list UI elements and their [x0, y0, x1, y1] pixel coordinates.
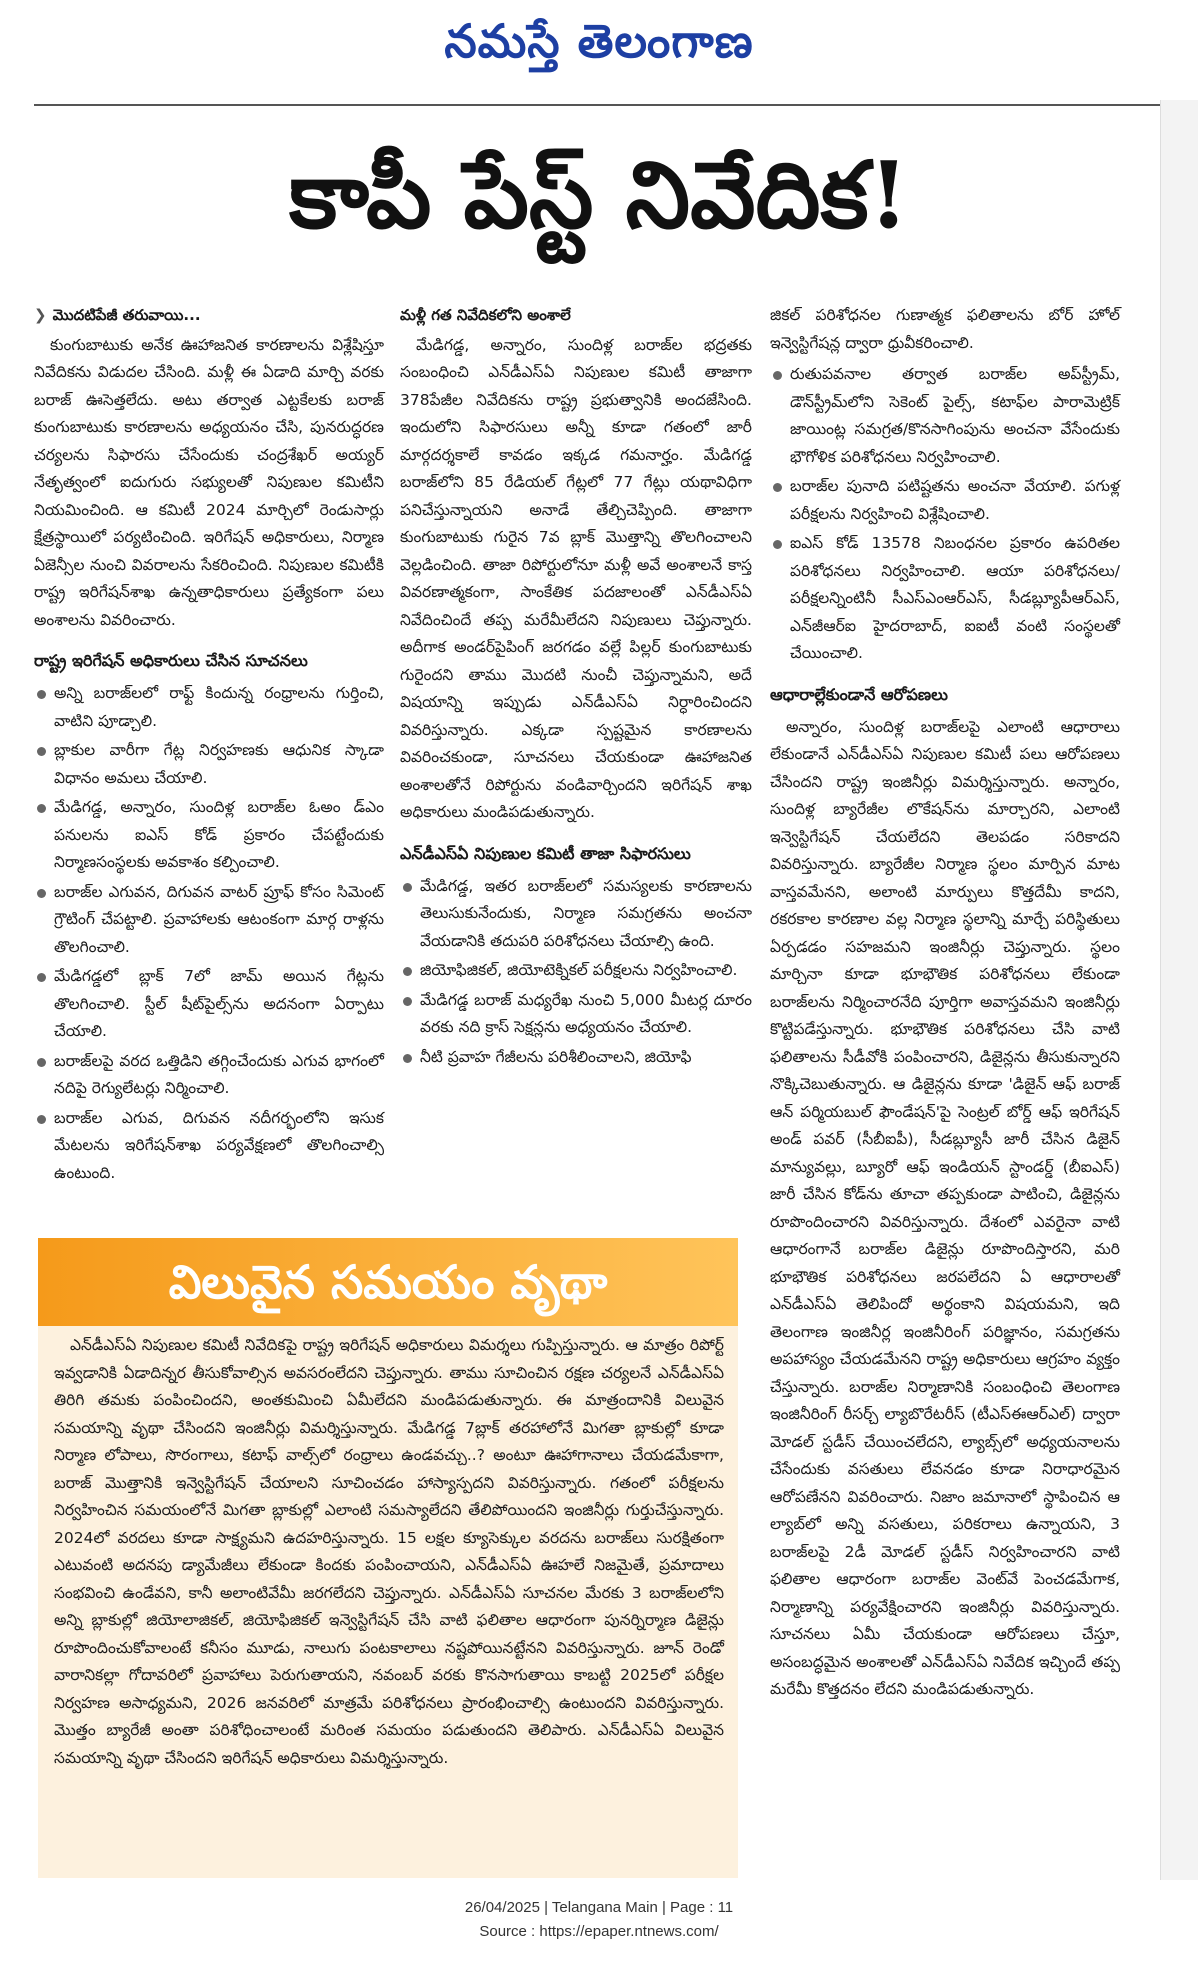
bullet-list: [34, 680, 384, 1187]
list-item: బరాజ్‌ల ఎగువ, దిగువన నదీగర్భంలోని ఇసుక మేటలను ఇరిగేషన్‌శాఖ పర్యవేక్షణలో తొలగించాల్సి ఉంటుంది.: [34, 1105, 384, 1188]
masthead: [0, 0, 1198, 100]
list-item: నీటి ప్రవాహ గేజీలను పరిశీలించాలని, జియోఫి: [400, 1044, 752, 1072]
sidebar-box: [38, 1238, 738, 1878]
list-item: ఐఎస్ కోడ్ 13578 నిబంధనల ప్రకారం ఉపరితల పరిశోధనలు నిర్వహించాలి. ఆయా పరిశోధనలు/పరీక్షలన్నింటినీ సీఎస్ఎంఆర్ఎస్, సీడబ్ల్యూపీఆర్ఎస్, ఎన్‌జీఆర్ఐ హైదరాబాద్, ఐఐటీ వంటి సంస్థలతో చేయించాలి.: [770, 530, 1120, 668]
adjacent-page-strip: [1160, 100, 1198, 1880]
page-footer: [0, 1896, 1198, 1944]
column-3: [770, 302, 1120, 1708]
article-paragraph: కుంగుబాటుకు అనేక ఊహాజనిత కారణాలను విశ్లేషిస్తూ నివేదికను విడుదల చేసింది. మళ్లీ ఈ ఏడాది మార్చి వరకు బరాజ్ ఊసెత్తలేదు. అటు తర్వాత ఎట్టకేలకు బరాజ్ కుంగుబాటుకు కారణాలను అధ్యయనం చేసి, పునరుద్ధరణ చర్యలను సిఫారసు చేసేందుకు చంద్రశేఖర్ అయ్యర్ నేతృత్వంలో ఐదుగురు సభ్యులతో నిపుణుల కమిటీని నియమించింది. ఆ కమిటీ 2024 మార్చిలో రెండుసార్లు క్షేత్రస్థాయిలో పర్యటించింది. ఇరిగేషన్ అధికారులు, నిర్మాణ ఏజెన్సీల నుంచి వివరాలను సేకరించింది. నిపుణుల కమిటీకి రాష్ట్ర ఇరిగేషన్‌శాఖ ఉన్నతాధికారులు ప్రత్యేకంగా పలు అంశాలను వివరించారు.: [34, 335, 384, 629]
bullet-list: [400, 873, 752, 1072]
list-item: అన్ని బరాజ్‌లలో రాఫ్ట్ కిందున్న రంధ్రాలను గుర్తించి, వాటిని పూడ్చాలి.: [34, 680, 384, 735]
list-continuation: జికల్ పరిశోధనల గుణాత్మక ఫలితాలను బోర్ హోల్ ఇన్వెస్టిగేషన్ల ద్వారా ధ్రువీకరించాలి.: [770, 306, 1120, 352]
list-item: రుతుపవనాల తర్వాత బరాజ్‌ల అప్‌స్ట్రీమ్, డౌన్‌స్ట్రీమ్‌లోని సెకెంట్ పైల్స్, కటాఫ్‌ల పారామెట్రిక్ జాయింట్ల సమగ్రత/కొనసాగింపును అంచనా వేసేందుకు భౌగోళిక పరిశోధనలు నిర్వహించాలి.: [770, 361, 1120, 471]
section-kicker: మళ్లీ గత నివేదికలోని అంశాలే: [400, 306, 571, 324]
list-item: బరాజ్‌ల పునాది పటిష్టతను అంచనా వేయాలి. పగుళ్ల పరీక్షలను నిర్వహించి విశ్లేషించాలి.: [770, 473, 1120, 528]
footer-source[interactable]: Source : https://epaper.ntnews.com/: [479, 1923, 719, 1940]
list-item: మేడిగడ్డ, అన్నారం, సుందిళ్ల బరాజ్‌ల ఓఅం డ్‌ఎం పనులను ఐఎస్ కోడ్ ప్రకారం చేపట్టేందుకు నిర్మాణసంస్థలకు అవకాశం కల్పించాలి.: [34, 794, 384, 877]
list-item: బరాజ్‌లపై వరద ఒత్తిడిని తగ్గించేందుకు ఎగువ భాగంలో నదిపై రెగ్యులేటర్లు నిర్మించాలి.: [34, 1048, 384, 1103]
headline: కాపీ పేస్ట్ నివేదిక!: [289, 141, 909, 249]
section-heading: ఎన్‌డీఎస్‌ఏ నిపుణుల కమిటీ తాజా సిఫారసులు: [400, 843, 691, 863]
section-heading: రాష్ట్ర ఇరిగేషన్ అధికారులు చేసిన సూచనలు: [34, 651, 308, 670]
article-paragraph: అన్నారం, సుందిళ్ల బరాజ్‌లపై ఎలాంటి ఆధారాలు లేకుండానే ఎన్‌డీఎస్‌ఏ నిపుణుల కమిటీ పలు ఆరోపణలు చేసిందని రాష్ట్ర ఇంజినీర్లు విమర్శిస్తున్నారు. అన్నారం, సుందిళ్ల బ్యారేజీల లొకేషన్‌ను మార్చారని, ఎలాంటి ఇన్వెస్టిగేషన్ చేయలేదని తెలపడం సరికాదని వివరిస్తున్నారు. బ్యారేజీల నిర్మాణ స్థలం మార్పిన మాట వాస్తవమేనని, అలాంటి మార్పులు కొత్తదేమీ కాదని, రకరకాల కారణాల వల్ల నిర్మాణ స్థలాన్ని మార్చే పరిస్థితులు ఏర్పడడం సహజమని ఇంజినీర్లు చెప్తున్నారు. స్థలం మార్చినా కూడా భూభౌతిక పరిశోధనలు లేకుండా బరాజ్‌లను నిర్మించారనేది పూర్తిగా అవాస్తవమని ఇంజినీర్లు కొట్టిపడేస్తున్నారు. భూభౌతిక పరిశోధనలు చేసి వాటి ఫలితాలను సీడీవోకి పంపించారని, డిజైన్లను తీసుకున్నారని నొక్కిచెబుతున్నారు. ఆ డిజైన్లను కూడా 'డిజైన్ ఆఫ్ బరాజ్ ఆన్ పర్మియబుల్ ఫౌండేషన్'పై సెంట్రల్ బోర్డ్ ఆఫ్ ఇరిగేషన్ అండ్ పవర్ (సీబీఐపీ), సీడబ్ల్యూసీ జారీ చేసిన డిజైన్ మాన్యువల్లు, బ్యూరో ఆఫ్ ఇండియన్ స్టాండర్డ్ (బీఐఎస్) జారీ చేసిన కోడ్‌ను తూచా తప్పకుండా పాటించి, డిజైన్లను రూపొందించారని వివరిస్తున్నారు. దేశంలో ఎవరైనా వాటి ఆధారంగానే బరాజ్‌ల డిజైన్లు రూపొందిస్తారని, మరి భూభౌతిక పరిశోధనలు జరపలేదని ఏ ఆధారాలతో ఎన్‌డీఎస్‌ఏ తెలిపిందో అర్థంకాని విషయమని, ఇది తెలంగాణ ఇంజినీర్ల ఇంజినీరింగ్ పరిజ్ఞానం, సమగ్రతను అపహాస్యం చేయడమేనని రాష్ట్ర అధికారులు ఆగ్రహం వ్యక్తం చేస్తున్నారు. బరాజ్‌ల నిర్మాణానికి సంబంధించి తెలంగాణ ఇంజినీరింగ్ రీసర్చ్ ల్యాబొరేటరీస్ (టీఎస్ఈఆర్ఎల్) ద్వారా మోడల్ స్టడీస్ చేయించలేదని, ల్యాబ్స్‌లో అధ్యయనాలను చేసేందుకు వసతులు లేవనడం కూడా నిరాధారమైన ఆరోపణేనని వివరించారు. నిజాం జమానాలో స్థాపించిన ఆ ల్యాబ్‌లో అన్ని వసతులు, పరికరాలు ఉన్నాయని, 3 బరాజ్‌లపై 2డీ మోడల్ స్టడీస్ నిర్వహించారని వాటి ఫలితాల ఆధారంగా బరాజ్‌ల వెంట్‌వే పెంచడమేగాక, నిర్మాణాన్ని పర్యవేక్షించారని ఇంజినీర్లు వివరిస్తున్నారు. సూచనలు ఏమీ చేయకుండా ఆరోపణలు చేస్తూ, అసంబద్ధమైన అంశాలతో ఎన్‌డీఎస్‌ఏ నివేదిక ఇచ్చిందే తప్ప మరేమీ కొత్తదనం లేదని మండిపడుతున్నారు.: [770, 717, 1120, 1698]
bullet-list: [770, 361, 1120, 668]
column-2: [400, 302, 752, 1073]
list-item: జియోఫిజికల్, జియోటెక్నికల్ పరీక్షలను నిర్వహించాలి.: [400, 957, 752, 985]
list-item: మేడిగడ్డ బరాజ్ మధ్యరేఖ నుంచి 5,000 మీటర్ల దూరం వరకు నది క్రాస్ సెక్షన్లను అధ్యయనం చేయాలి.: [400, 987, 752, 1042]
box-body: [38, 1326, 738, 1772]
masthead-divider: [34, 104, 1164, 106]
box-heading: విలువైన సమయం వృథా: [38, 1238, 738, 1326]
list-item: బరాజ్‌ల ఎగువన, దిగువన వాటర్ ప్రూఫ్ కోసం సిమెంట్ గ్రౌటింగ్ చేపట్టాలి. ప్రవాహాలకు ఆటంకంగా మార్గ రాళ్లను తొలగించాలి.: [34, 879, 384, 962]
section-heading: ఆధారాల్లేకుండానే ఆరోపణలు: [770, 684, 948, 704]
column-1: [34, 302, 384, 1189]
article-paragraph: మేడిగడ్డ, అన్నారం, సుందిళ్ల బరాజ్‌ల భద్రతకు సంబంధించి ఎన్‌డీఎస్‌ఏ నిపుణుల కమిటీ తాజాగా 378పేజీల నివేదికను రాష్ట్ర ప్రభుత్వానికి అందజేసింది. ఇందులోని సిఫారసులు అన్నీ కూడా గతంలో జారీ మార్గదర్శకాలే కావడం ఇక్కడ గమనార్హం. మేడిగడ్డ బరాజ్‌లోని 85 రేడియల్ గేట్లలో 77 గేట్లు యథావిధిగా పనిచేస్తున్నాయని అనాడే తేల్చిచెప్పింది. తాజాగా కుంగుబాటుకు గురైన 7వ బ్లాక్ మొత్తాన్ని తొలగించాలని వెల్లడించింది. తాజా రిపోర్టులోనూ మళ్లీ అవే అంశాలనే కాస్త వివరణాత్మకంగా, సాంకేతిక పదజాలంతో ఎన్‌డీఎస్‌ఏ నివేదించిందే తప్ప మరేమీలేదని నిపుణులు చెప్తున్నారు. అదీగాక అండర్‌పైపింగ్ జరగడం వల్లే పిల్లర్ కుంగుబాటుకు గురైందని తాము మొదటి నుంచీ చెప్తున్నామని, అదే విషయాన్ని ఇప్పుడు ఎన్‌డీఎస్‌ఏ నిర్ధారించిందని వివరిస్తున్నారు. ఎక్కడా స్పష్టమైన కారణాలను వివరించకుండా, సూచనలు చేయకుండా ఊహాజనిత అంశాలతోనే రిపోర్టును వండివార్చిందని ఇరిగేషన్ శాఖ అధికారులు మండిపడుతున్నారు.: [400, 335, 752, 821]
list-item: బ్లాకుల వారీగా గేట్ల నిర్వహణకు ఆధునిక స్కాడా విధానం అమలు చేయాలి.: [34, 737, 384, 792]
arrow-icon: ❯: [34, 306, 47, 324]
footer-date-page: 26/04/2025 | Telangana Main | Page : 11: [464, 1899, 734, 1916]
list-item: మేడిగడ్డలో బ్లాక్ 7లో జామ్ అయిన గేట్లను తొలగించాలి. స్టీల్ షీట్‌పైల్స్‌ను అదనంగా ఏర్పాటు చేయాలి.: [34, 963, 384, 1046]
list-item: మేడిగడ్డ, ఇతర బరాజ్‌లలో సమస్యలకు కారణాలను తెలుసుకునేందుకు, నిర్మాణ సమగ్రతను అంచనా వేయడానికి తదుపరి పరిశోధనలు చేయాల్సి ఉంది.: [400, 873, 752, 956]
newspaper-logo: నమస్తే తెలంగాణ: [444, 14, 754, 68]
continuation-kicker: ❯ మొదటిపేజీ తరువాయి...: [34, 306, 201, 324]
box-paragraph: ఎన్‌డీఎస్‌ఏ నిపుణుల కమిటీ నివేదికపై రాష్ట్ర ఇరిగేషన్ అధికారులు విమర్శలు గుప్పిస్తున్నారు. ఆ మాత్రం రిపోర్ట్ ఇవ్వడానికి ఏడాదిన్నర తీసుకోవాల్సిన అవసరంలేదని చెప్తున్నారు. తాము సూచించిన రక్షణ చర్యలనే ఎన్‌డీఎస్‌ఏ తిరిగి తమకు పంపించిందని, అంతకుమించి ఏమీలేదని మండిపడుతున్నారు. ఈ మాత్రందానికి విలువైన సమయాన్ని వృథా చేసిందని ఇంజినీర్లు విమర్శిస్తున్నారు. మేడిగడ్డ 7బ్లాక్ తరహాలోనే మిగతా బ్లాకుల్లో కూడా నిర్మాణ లోపాలు, సొరంగాలు, కటాఫ్ వాల్స్‌లో రంధ్రాలు ఉండవచ్చు..? అంటూ ఊహాగానాలు చేయడమేకాగా, బరాజ్ మొత్తానికి ఇన్వెస్టిగేషన్ చేయాలని సూచించడం హాస్యాస్పదని వివరిస్తున్నారు. గతంలో పరీక్షలను నిర్వహించిన సమయంలోనే మిగతా బ్లాకుల్లో ఎలాంటి సమస్యాలేదని తేలిపోయిందని ఇంజినీర్లు గుర్తుచేస్తున్నారు. 2024లో వరదలు కూడా సాక్ష్యమని ఉదహరిస్తున్నారు. 15 లక్షల క్యూసెక్కుల వరదను బరాజ్‌లు సురక్షితంగా ఎటువంటి అదనపు డ్యామేజీలు లేకుండా కిందకు పంపించాయని, ఎన్‌డీఎస్‌ఏ ఊహలే నిజమైతే, ప్రమాదాలు సంభవించి ఉండేవని, కానీ అలాంటివేమీ జరగలేదని చెప్తున్నారు. ఎన్‌డీఎస్‌ఏ సూచనల మేరకు 3 బరాజ్‌లలోని అన్ని బ్లాకుల్లో జియోలాజికల్, జియోఫిజికల్ ఇన్వెస్టిగేషన్ చేసి వాటి ఫలితాల ఆధారంగా పునర్నిర్మాణ డిజైన్లు రూపొందించుకోవాలంటే కనీసం మూడు, నాలుగు పంటకాలాలు నష్టపోయినట్టేనని వివరిస్తున్నారు. జూన్ రెండో వారానికల్లా గోదావరిలో ప్రవాహాలు పెరుగుతాయని, నవంబర్ వరకు కొనసాగుతాయి కాబట్టి 2025లో పరీక్షల నిర్వహణ అసాధ్యమని, 2026 జనవరిలో మాత్రమే పరిశోధనలు ప్రారంభించాల్సి ఉంటుందని వివరిస్తున్నారు. మొత్తం బ్యారేజీ అంతా పరిశోధించాలంటే మరింత సమయం పడుతుందని తెలిపారు. ఎన్‌డీఎస్‌ఏ విలువైన సమయాన్ని వృథా చేసిందని ఇరిగేషన్ అధికారులు విమర్శిస్తున్నారు.: [54, 1336, 724, 1767]
